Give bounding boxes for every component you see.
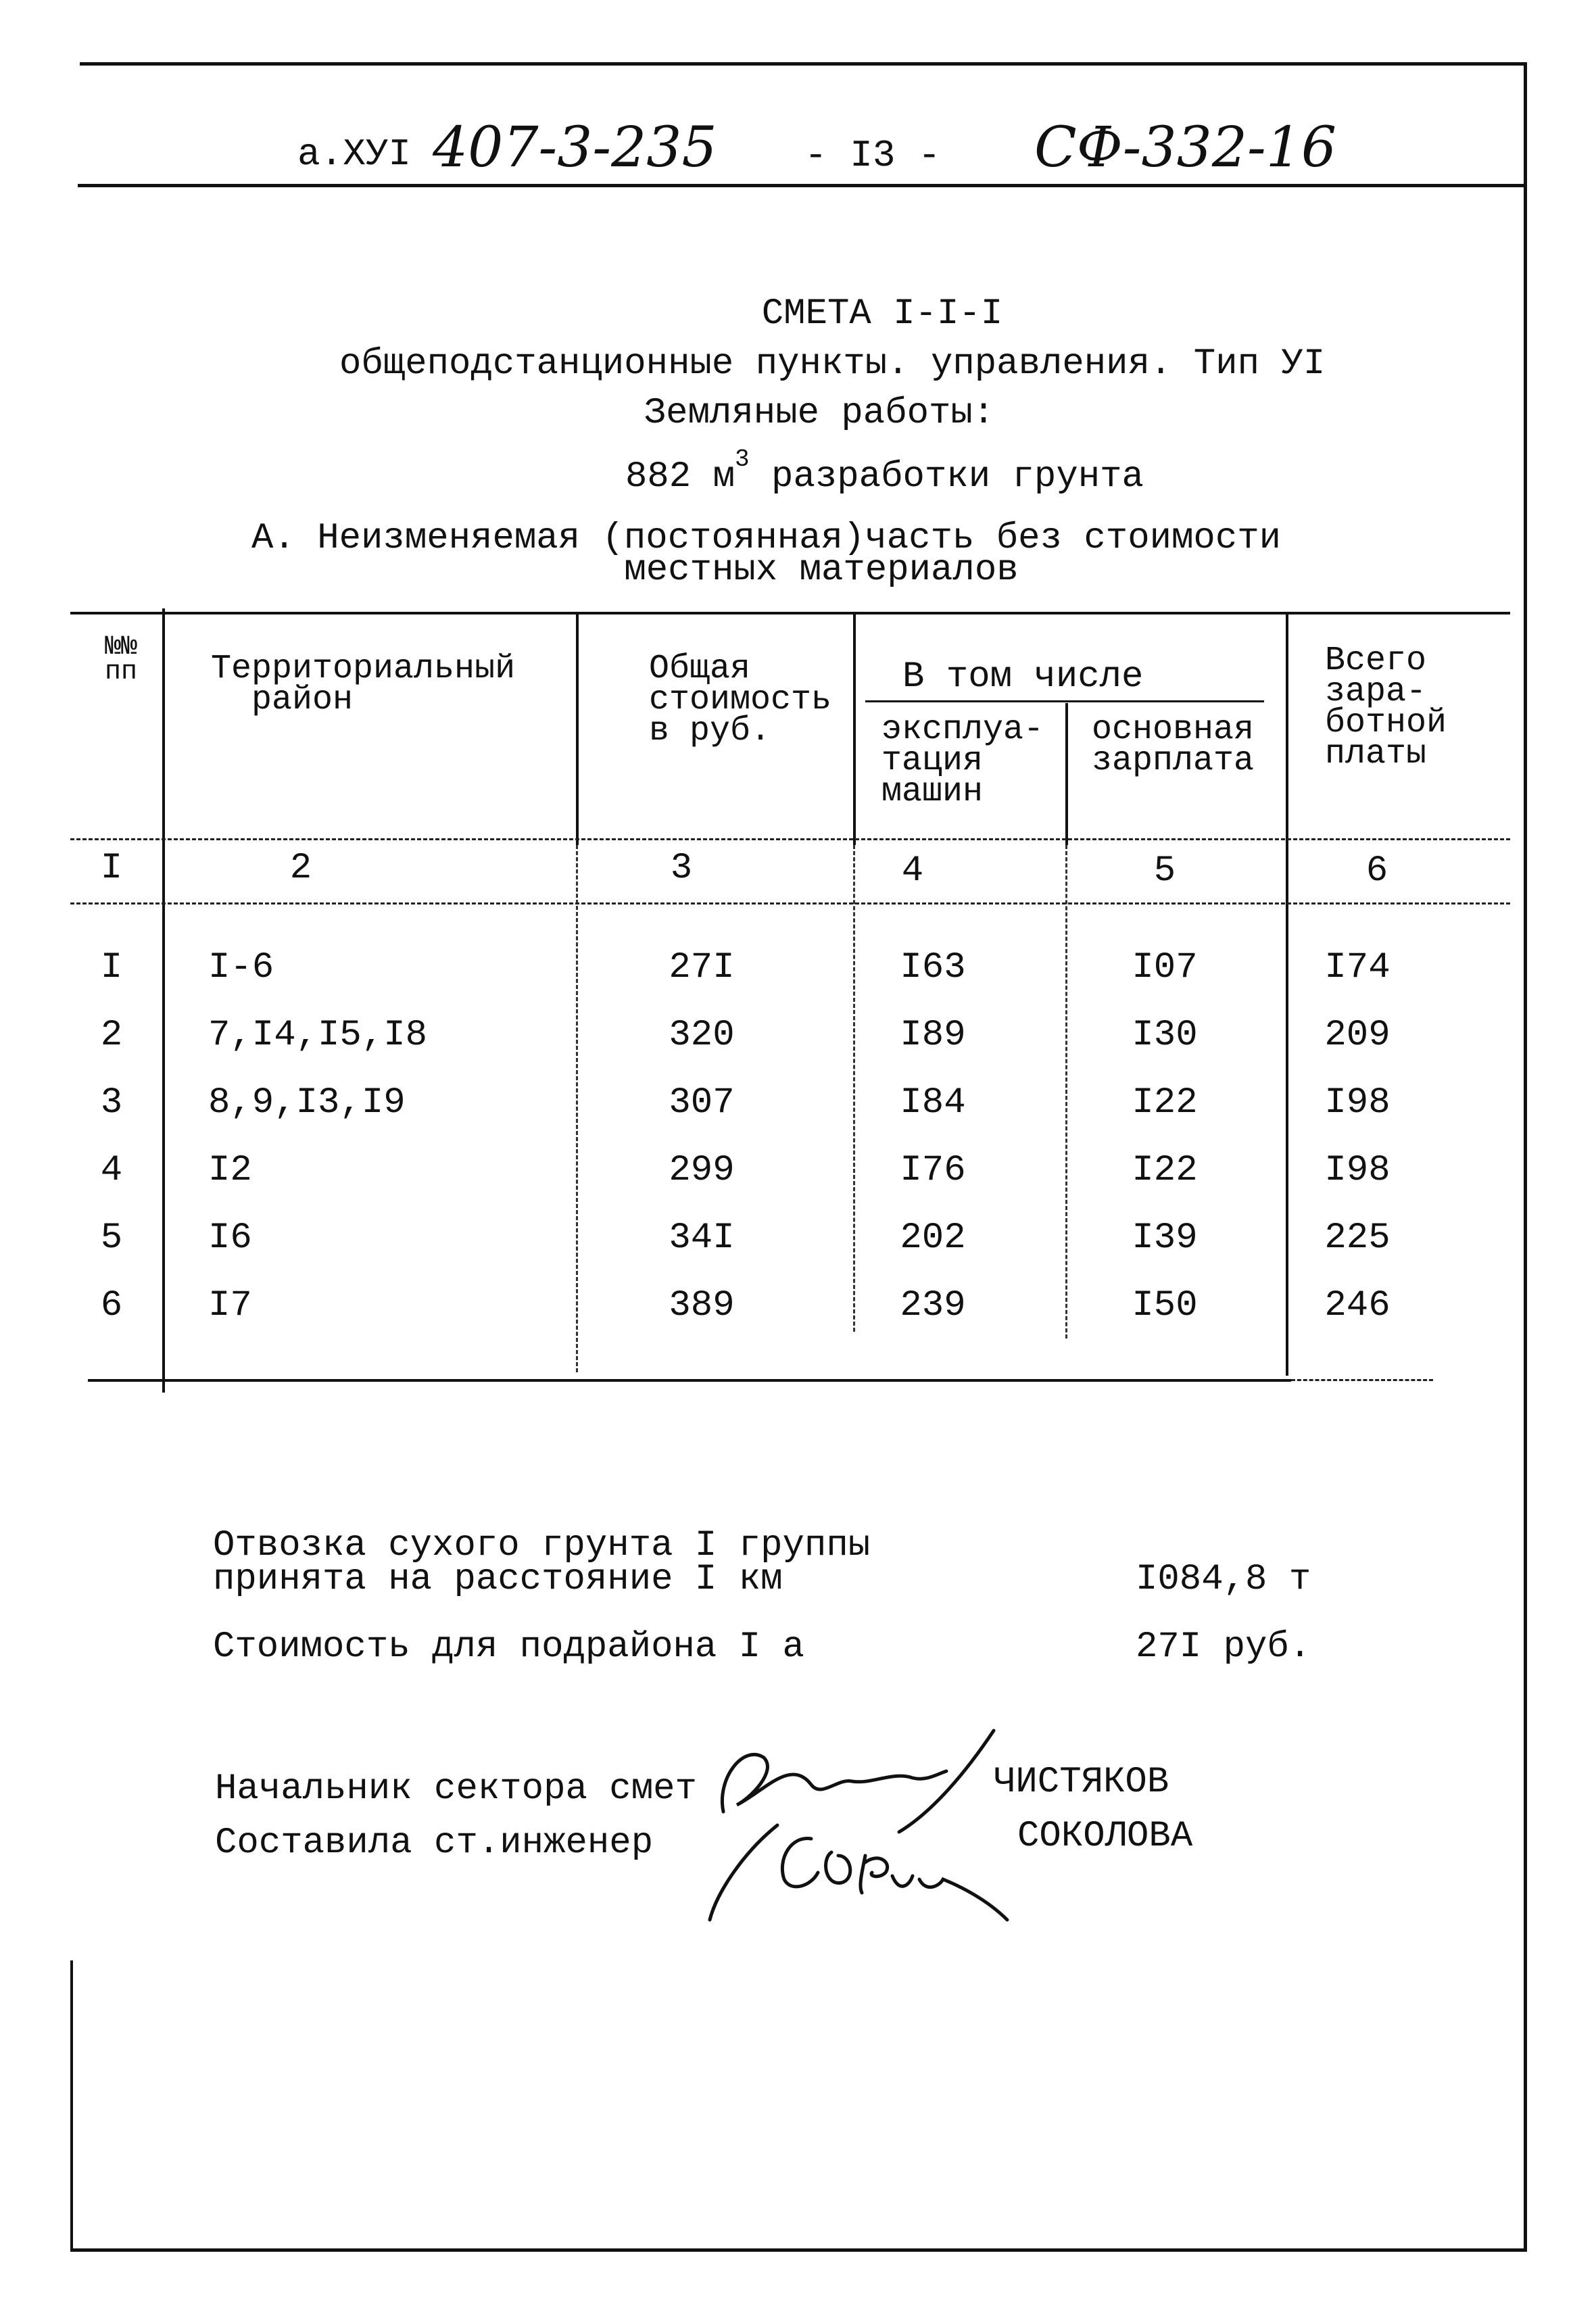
col-number: 4: [901, 850, 924, 892]
col-divider-3: [853, 612, 856, 845]
signature-1-tail: [899, 1731, 994, 1832]
section-title: А. Неизменяемая (постоянная)часть без стоимости: [251, 518, 1282, 559]
table-bottom-rule: [88, 1379, 1291, 1382]
row-region: 7,I4,I5,I8: [208, 1015, 428, 1056]
row-number: 4: [100, 1150, 123, 1191]
signature-1: [722, 1754, 946, 1812]
project-number: 407-3-235: [433, 116, 717, 180]
col-divider-5: [1286, 612, 1288, 1376]
header-salary: основная зарплата: [1092, 710, 1255, 780]
row-machines: I84: [900, 1082, 966, 1124]
table-top-rule: [70, 612, 1510, 614]
estimate-title: СМЕТА I-I-I: [761, 293, 1003, 335]
section-subtitle: местных материалов: [624, 550, 1019, 591]
frame-top: [80, 62, 1526, 66]
header-prefix: а.ХУI: [297, 132, 412, 176]
row-total: 299: [669, 1150, 735, 1191]
volume-text: разработки грунта: [749, 456, 1144, 498]
row-salary: I22: [1132, 1150, 1198, 1191]
frame-left: [70, 1960, 73, 2251]
row-total: 389: [669, 1285, 735, 1326]
row-region: I7: [208, 1285, 252, 1326]
frame-right: [1524, 62, 1527, 2251]
row-region: I2: [208, 1150, 252, 1191]
row-number: 5: [100, 1217, 123, 1259]
header-wages: Всего зара- ботной платы: [1325, 642, 1447, 773]
volume-line: [625, 445, 1144, 498]
row-total: 320: [669, 1015, 735, 1056]
header-machines: эксплуа- тация машин: [881, 710, 1044, 811]
row-number: I: [100, 947, 123, 988]
incl-underline: [865, 700, 1264, 702]
header-including: В том числе: [902, 656, 1144, 698]
volume-exponent: 3: [735, 445, 750, 473]
table-bottom-rule-right: [1291, 1379, 1433, 1381]
row-machines: I63: [900, 947, 966, 988]
row-wages: 225: [1324, 1217, 1391, 1259]
row-region: 8,9,I3,I9: [208, 1082, 406, 1124]
document-code: СФ-332-16: [1034, 116, 1337, 180]
header-total: Общая стоимость в руб.: [649, 650, 832, 750]
row-salary: I22: [1132, 1082, 1198, 1124]
col-divider-3-lower: [853, 845, 855, 1332]
col-number: 2: [289, 848, 312, 889]
frame-bottom: [70, 2248, 1527, 2252]
col-number-rule: [70, 902, 1510, 904]
row-number: 6: [100, 1285, 123, 1326]
volume-value: 882 м: [625, 456, 735, 498]
row-wages: I74: [1324, 947, 1391, 988]
row-wages: 246: [1324, 1285, 1391, 1326]
row-total: 27I: [669, 947, 735, 988]
row-number: 2: [100, 1015, 123, 1056]
header-region: Территориальный район: [211, 650, 516, 719]
handwritten-signatures: [676, 1717, 1055, 1947]
header-no: №№ пп: [105, 632, 138, 687]
col-number: I: [100, 848, 123, 889]
row-number: 3: [100, 1082, 123, 1124]
col-number: 6: [1365, 850, 1388, 892]
row-total: 34I: [669, 1217, 735, 1259]
page-number: - I3 -: [804, 134, 941, 177]
transport-note-line1: Отвозка сухого грунта I группы: [213, 1525, 871, 1566]
row-salary: I30: [1132, 1015, 1198, 1056]
row-machines: I89: [900, 1015, 966, 1056]
header-rule: [78, 184, 1526, 187]
col-divider-4-lower: [1065, 845, 1067, 1338]
row-salary: I39: [1132, 1217, 1198, 1259]
col-divider-2: [576, 612, 579, 845]
col-number: 3: [670, 848, 693, 889]
header-bottom-rule: [70, 838, 1510, 840]
row-machines: 239: [900, 1285, 966, 1326]
signature-role-2: Составила ст.инженер: [215, 1823, 654, 1864]
row-region: I-6: [208, 947, 274, 988]
estimate-subtitle: общеподстанционные пункты. управления. Тип УI: [339, 343, 1326, 385]
col-divider-1: [162, 608, 165, 1393]
signature-2: [710, 1825, 1007, 1920]
work-type: Земляные работы:: [644, 393, 995, 434]
signature-name-2: СОКОЛОВА: [1017, 1816, 1193, 1857]
cost-label: Стоимость для подрайона I а: [213, 1626, 804, 1668]
row-total: 307: [669, 1082, 735, 1124]
row-wages: I98: [1324, 1150, 1391, 1191]
col-divider-2-lower: [576, 845, 578, 1372]
cost-value: 27I руб.: [1136, 1626, 1311, 1668]
signature-role-1: Начальник сектора смет: [215, 1768, 697, 1810]
row-salary: I07: [1132, 947, 1198, 988]
row-wages: I98: [1324, 1082, 1391, 1124]
row-machines: I76: [900, 1150, 966, 1191]
col-divider-4: [1065, 703, 1068, 845]
transport-value: I084,8 т: [1136, 1559, 1311, 1600]
row-salary: I50: [1132, 1285, 1198, 1326]
row-machines: 202: [900, 1217, 966, 1259]
col-number: 5: [1153, 850, 1176, 892]
signature-name-1: ЧИСТЯКОВ: [994, 1762, 1169, 1803]
row-region: I6: [208, 1217, 252, 1259]
transport-note-line2: принята на расстояние I км: [213, 1559, 783, 1600]
row-wages: 209: [1324, 1015, 1391, 1056]
